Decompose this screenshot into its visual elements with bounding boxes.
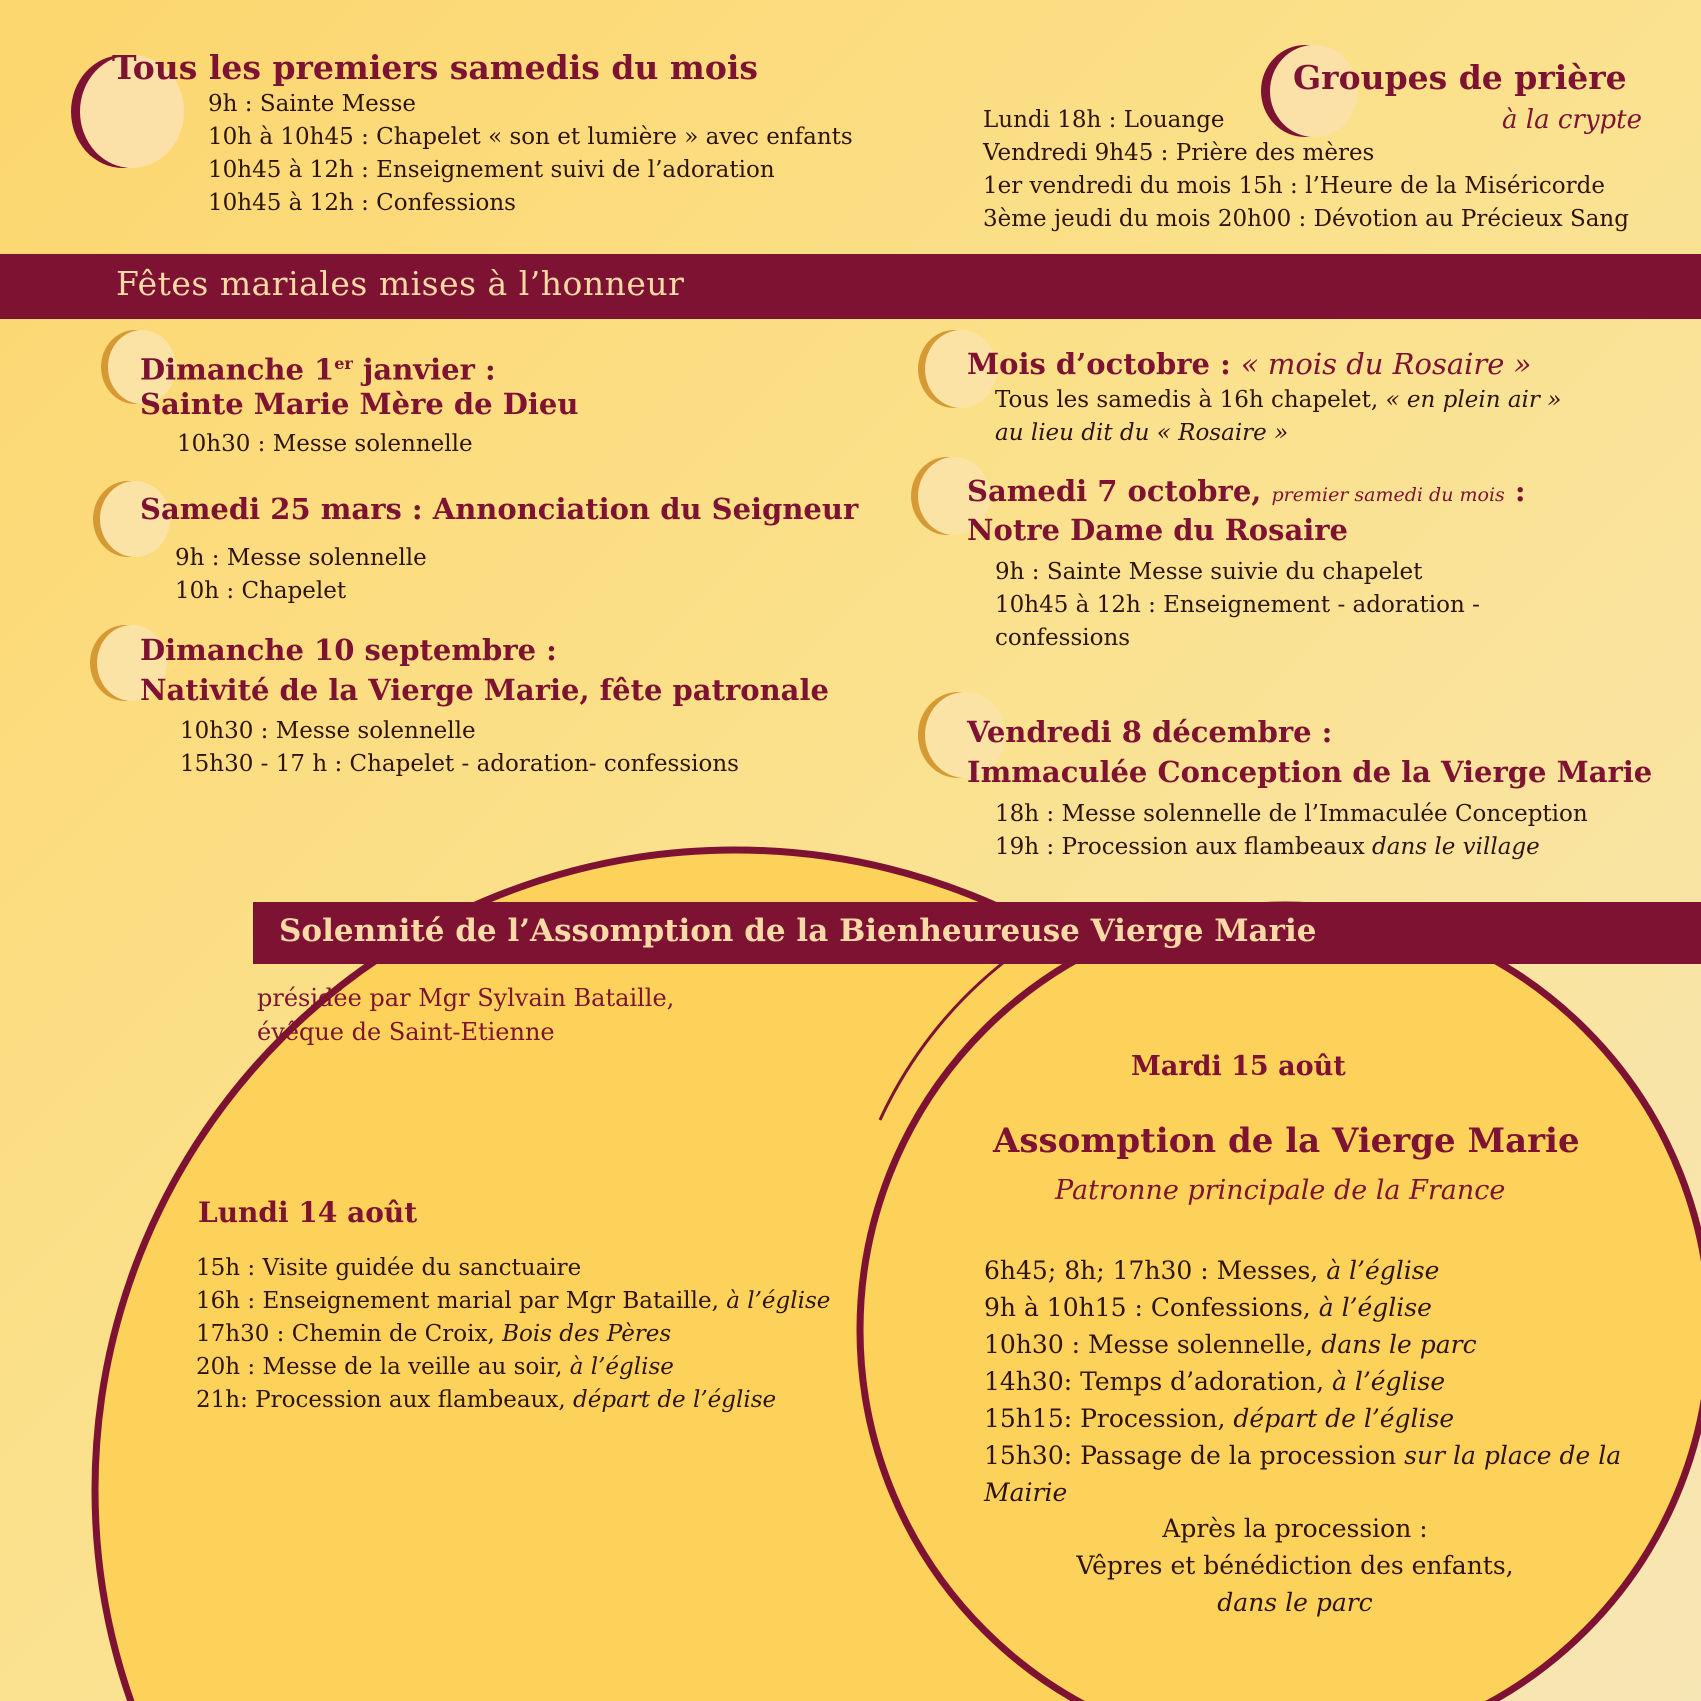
- groupes-title: Groupes de prière: [1293, 58, 1627, 97]
- mardi-line: [984, 1437, 1621, 1474]
- oct7-line: 10h45 à 12h : Enseignement - adoration -: [995, 592, 1480, 618]
- mardi-line-text: 14h30: Temps d’adoration,: [984, 1367, 1332, 1396]
- presidee-line: évêque de Saint-Etienne: [257, 1018, 555, 1046]
- mardi-list: [984, 1252, 1621, 1511]
- lundi-line-text: 21h: Procession aux flambeaux,: [196, 1387, 574, 1413]
- mardi-line-italic: sur la place de la: [1404, 1441, 1622, 1470]
- lundi-line-text: 16h : Enseignement marial par Mgr Bataille,: [196, 1288, 727, 1314]
- jan-title: [140, 344, 496, 390]
- sept-title2: Nativité de la Vierge Marie, fête patronale: [140, 673, 829, 707]
- oct7-title-text: Samedi 7 octobre,: [967, 474, 1272, 508]
- mardi-line-italic: à l’église: [1326, 1256, 1440, 1285]
- oct-line1: [995, 384, 1561, 417]
- dec-line2: [995, 831, 1540, 864]
- oct7-title2: Notre Dame du Rosaire: [967, 513, 1349, 547]
- apres-line-italic: dans le parc: [1217, 1588, 1373, 1617]
- mardi-line-cont: Mairie: [984, 1478, 1068, 1507]
- mardi-line: [984, 1289, 1621, 1326]
- mardi-line-text: 10h30 : Messe solennelle,: [984, 1330, 1322, 1359]
- groupes-line: 3ème jeudi du mois 20h00 : Dévotion au Précieux Sang: [983, 206, 1629, 232]
- mardi-subtitle: Patronne principale de la France: [1055, 1175, 1506, 1206]
- assomption-band-title: Solennité de l’Assomption de la Bienheureuse Vierge Marie: [279, 913, 1317, 949]
- mars-title: Samedi 25 mars : Annonciation du Seigneur: [140, 492, 859, 526]
- samedis-line: 10h45 à 12h : Enseignement suivi de l’adoration: [208, 157, 775, 183]
- oct-title-text: Mois d’octobre :: [967, 347, 1241, 381]
- dec-line2-text: 19h : Procession aux flambeaux: [995, 834, 1373, 860]
- lundi-line-italic: départ de l’église: [573, 1387, 777, 1413]
- mardi-line-italic: à l’église: [1318, 1293, 1432, 1322]
- lundi-line: [196, 1318, 830, 1351]
- groupes-line: 1er vendredi du mois 15h : l’Heure de la Miséricorde: [983, 173, 1605, 199]
- dec-line1: 18h : Messe solennelle de l’Immaculée Conception: [995, 801, 1588, 827]
- lundi-list: [196, 1252, 830, 1417]
- oct7-line: 9h : Sainte Messe suivie du chapelet: [995, 559, 1423, 585]
- mardi-line: [984, 1363, 1621, 1400]
- lundi-line-text: 20h : Messe de la veille au soir,: [196, 1354, 570, 1380]
- fetes-band-title: Fêtes mariales mises à l’honneur: [116, 264, 685, 303]
- oct7-title: [967, 471, 1526, 515]
- samedis-title: Tous les premiers samedis du mois: [112, 48, 758, 87]
- samedis-line: 10h à 10h45 : Chapelet « son et lumière » avec enfants: [208, 124, 853, 150]
- oct-title: [967, 344, 1531, 384]
- assomption-band: [253, 902, 1701, 964]
- lundi-line: [196, 1285, 830, 1318]
- lundi-line-italic: à l’église: [569, 1354, 674, 1380]
- mardi-line-italic: départ de l’église: [1233, 1404, 1455, 1433]
- lundi-line-italic: Bois des Pères: [502, 1321, 672, 1347]
- lundi-title: Lundi 14 août: [198, 1196, 418, 1229]
- apres-block: [1000, 1510, 1590, 1621]
- lundi-line-italic: à l’église: [726, 1288, 831, 1314]
- lundi-line: [196, 1384, 830, 1417]
- oct-line2: au lieu dit du « Rosaire »: [995, 420, 1289, 446]
- oct7-line: confessions: [995, 625, 1131, 651]
- mardi-title: Assomption de la Vierge Marie: [993, 1121, 1580, 1161]
- sept-title: Dimanche 10 septembre :: [140, 633, 557, 667]
- jan-title-a: Dimanche 1: [140, 352, 335, 387]
- samedis-line: 10h45 à 12h : Confessions: [208, 190, 516, 216]
- oct7-title-end: :: [1504, 474, 1526, 508]
- mardi-line-italic: à l’église: [1331, 1367, 1446, 1396]
- dec-line2-italic: dans le village: [1372, 834, 1540, 860]
- fetes-band: [0, 254, 1701, 319]
- mardi-line-text: 15h15: Procession,: [984, 1404, 1234, 1433]
- oct7-title-small: premier samedi du mois: [1271, 484, 1505, 506]
- jan-line: 10h30 : Messe solennelle: [177, 431, 473, 457]
- mardi-line: [984, 1326, 1621, 1363]
- mardi-line: [984, 1252, 1621, 1289]
- apres-line: Vêpres et bénédiction des enfants,: [1076, 1551, 1514, 1580]
- lundi-line: [196, 1252, 830, 1285]
- mardi-line-text: 9h à 10h15 : Confessions,: [984, 1293, 1319, 1322]
- groupes-subtitle: à la crypte: [1502, 105, 1643, 135]
- presidee-line: présidée par Mgr Sylvain Bataille,: [257, 984, 675, 1012]
- dec-title: Vendredi 8 décembre :: [967, 715, 1333, 749]
- samedis-line: 9h : Sainte Messe: [208, 91, 416, 117]
- mardi-date: Mardi 15 août: [1131, 1051, 1346, 1082]
- mardi-line: [984, 1400, 1621, 1437]
- jan-title2: Sainte Marie Mère de Dieu: [140, 387, 579, 421]
- oct-line1-text: Tous les samedis à 16h chapelet,: [995, 387, 1386, 413]
- oct-title-italic: « mois du Rosaire »: [1240, 347, 1532, 381]
- groupes-line: Vendredi 9h45 : Prière des mères: [983, 140, 1375, 166]
- apres-line: Après la procession :: [1162, 1514, 1428, 1543]
- sept-line: 15h30 - 17 h : Chapelet - adoration- confessions: [180, 751, 739, 777]
- jan-title-sup: er: [334, 354, 353, 373]
- lundi-line: [196, 1351, 830, 1384]
- lundi-line-text: 15h : Visite guidée du sanctuaire: [196, 1255, 582, 1281]
- mardi-line-text: 6h45; 8h; 17h30 : Messes,: [984, 1256, 1327, 1285]
- mardi-line-text: 15h30: Passage de la procession: [984, 1441, 1405, 1470]
- mars-line: 9h : Messe solennelle: [175, 545, 427, 571]
- sept-line: 10h30 : Messe solennelle: [180, 718, 476, 744]
- lundi-line-text: 17h30 : Chemin de Croix,: [196, 1321, 503, 1347]
- oct-line1-italic: « en plein air »: [1385, 387, 1562, 413]
- mars-line: 10h : Chapelet: [175, 578, 347, 604]
- jan-title-b: janvier :: [352, 352, 496, 387]
- mardi-line-italic: dans le parc: [1321, 1330, 1477, 1359]
- dec-title2: Immaculée Conception de la Vierge Marie: [967, 755, 1653, 789]
- groupes-line: Lundi 18h : Louange: [983, 107, 1225, 133]
